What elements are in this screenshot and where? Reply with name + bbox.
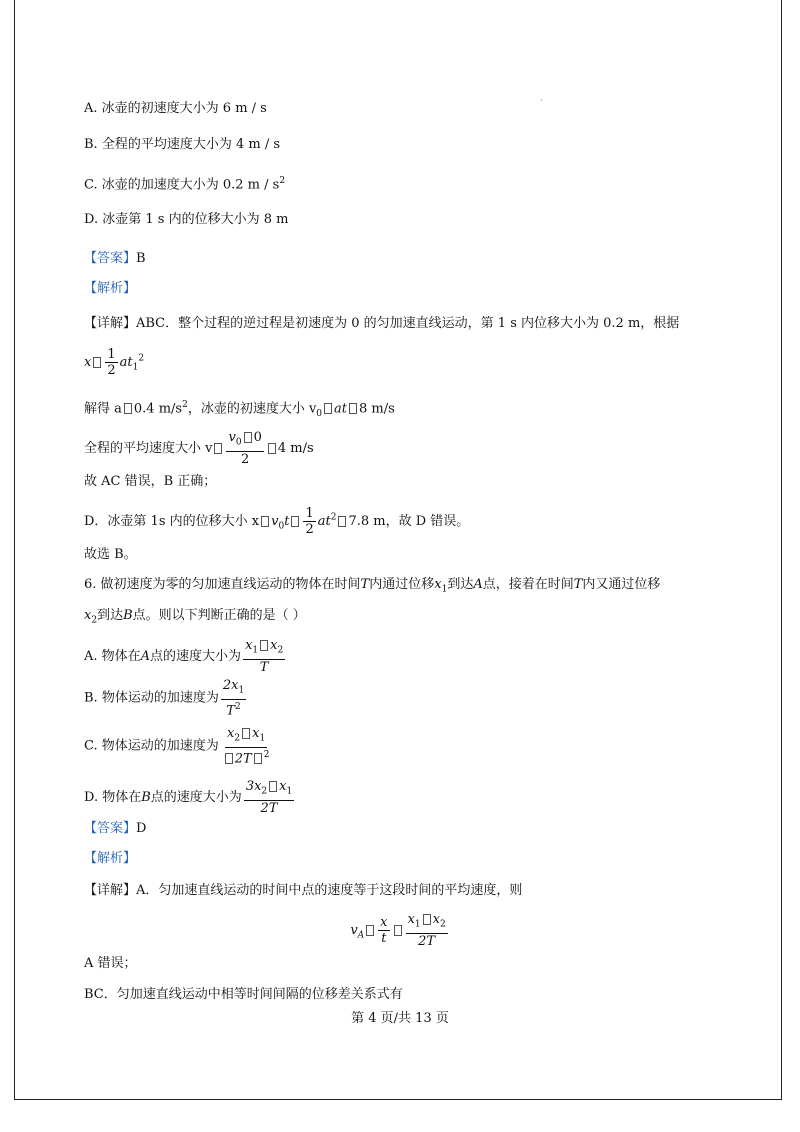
q6-answer: 【答案】D [84,821,147,836]
q5-choose: 故选 B。 [84,547,137,562]
q6-option-b: B. 物体运动的加速度为 $\frac{2x_1}{T^2}$ [84,678,245,718]
q5-conclusion-1: 故 AC 错误，B 正确； [84,474,217,489]
q5-detail-line1: 【详解】ABC．整个过程的逆过程是初速度为 0 的匀加速直线运动，第 1 s 内位移大小为 0.2 m，根据 [84,316,680,331]
q6-stem-line1: 6. 做初速度为零的匀加速直线运动的物体在时间T内通过位移$x_1$到达A点，接着在时间T内又通过位移 [84,577,661,595]
q6-analysis-tag: 【解析】 [84,851,137,866]
q6-detail-line1: 【详解】A．匀加速直线运动的时间中点的速度等于这段时间的平均速度，则 [84,883,523,898]
q5-answer: 【答案】B [84,251,146,266]
q5-d-line: D．冰壶第 1s 内的位移大小 x $v_0t$ $\frac{1}{2}$ $at^2$ 7.8 m，故 D 错误。 [84,506,470,537]
scan-dot: · [540,96,543,105]
q6-option-d: D. 物体在B点的速度大小为 $\frac{3x_2 x_1}{2T}$ [84,779,293,816]
q5-option-a: A. 冰壶的初速度大小为 6 m / s [84,101,267,116]
q5-formula-x: x $\frac{1}{2}$ $at_1^2$ [84,347,145,378]
q5-solve-line: 解得 a 0.4 $m/s^2$，冰壶的初速度大小 $v_0$ at 8 m/s [84,400,395,419]
q6-bc-line: BC．匀加速直线运动中相等时间间隔的位移差关系式有 [84,987,403,1002]
q5-average-line: 全程的平均速度大小 v $\frac{v_0 0}{2}$ 4 m/s [84,430,314,467]
q6-formula-va: $v_A$ $\frac{x}{t}$ $\frac{x_1 x_2}{2T}$ [350,912,446,949]
q5-analysis-tag: 【解析】 [84,281,137,296]
page-footer: 第 4 页/共 13 页 [351,1011,449,1026]
q6-stem-line2: $x_2$到达B点。则以下判断正确的是（ ） [84,608,306,626]
q6-a-wrong: A 错误； [84,956,137,971]
q5-option-b: B. 全程的平均速度大小为 4 m / s [84,137,280,152]
q6-option-c: C. 物体运动的加速度为 $\frac{x_2 x_1}{2T ^2}$ [84,726,270,766]
q5-option-c: C. 冰壶的加速度大小为 0.2 m / $s^2$ [84,176,286,193]
q6-option-a: A. 物体在A点的速度大小为 $\frac{x_1 x_2}{T}$ [84,638,284,675]
q5-option-d: D. 冰壶第 1 s 内的位移大小为 8 m [84,212,289,227]
